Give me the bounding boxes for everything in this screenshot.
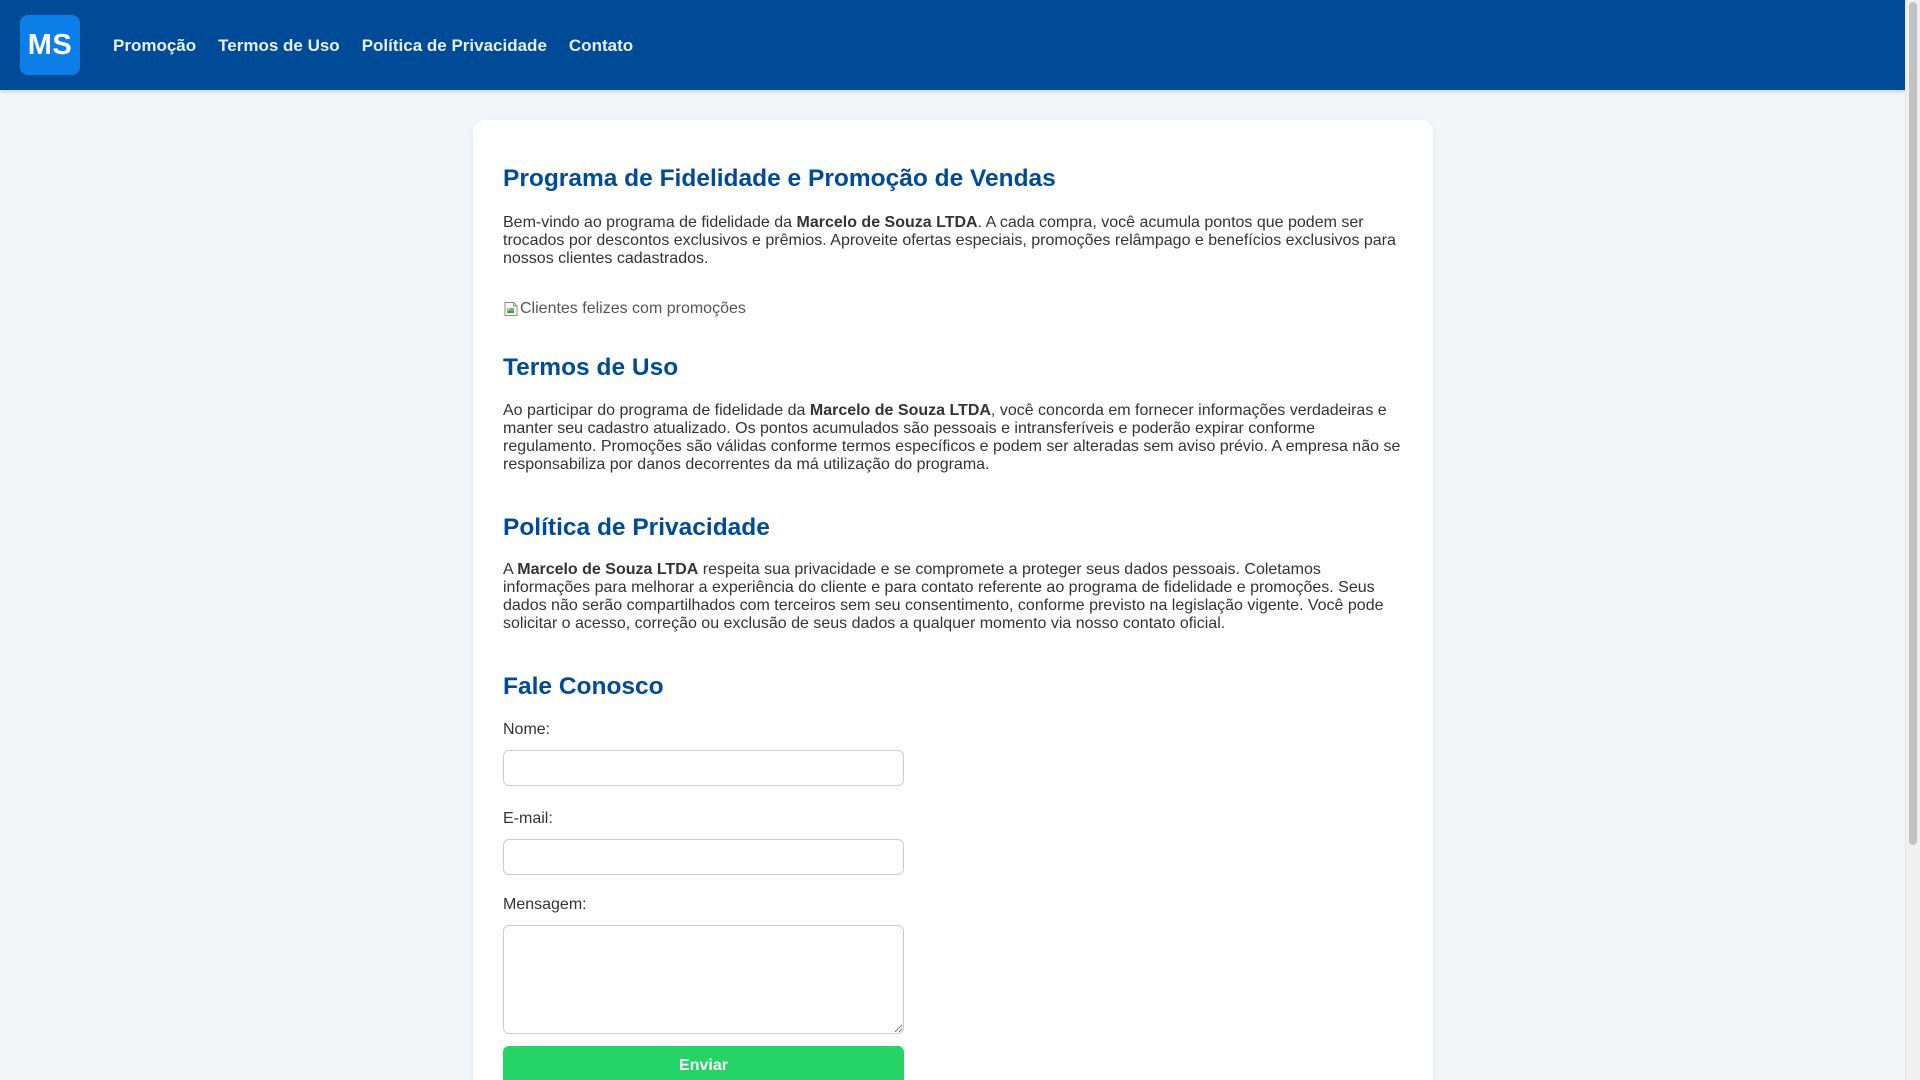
promo-title: Programa de Fidelidade e Promoção de Vendas: [503, 165, 1056, 192]
submit-button[interactable]: Enviar: [503, 1046, 904, 1080]
privacy-text-end: respeita sua privacidade e se compromete a proteger seus dados pessoais. Coletamos informações para melhorar a experiência do cliente e para contato referente ao programa de fidelidade e promoções. Seus dados não serão compartilhados com terceiros sem seu consentimento, conforme previsto na legislação vigente. Você pode solicitar o acesso, correção ou exclusão de seus dados a qualquer momento via nosso contato oficial.: [503, 561, 1384, 633]
promo-image: [503, 299, 1403, 319]
promo-text-end: . A cada compra, você acumula pontos que podem ser trocados por descontos exclusivos e prêmios. Aproveite ofertas especiais, promoções relâmpago e benefícios exclusivos para nossos clientes cadastrados.: [503, 214, 1396, 268]
promo-text: [503, 214, 1403, 268]
broken-image-icon: [503, 301, 519, 317]
terms-text: [503, 402, 1403, 474]
privacy-text-start: A: [503, 561, 518, 579]
vertical-scrollbar[interactable]: [1905, 0, 1920, 1080]
email-input[interactable]: [503, 839, 904, 875]
nav-link-contato[interactable]: Contato: [568, 35, 634, 55]
terms-company-name: Marcelo de Souza LTDA: [809, 401, 991, 419]
contact-title: Fale Conosco: [503, 673, 664, 701]
terms-text-end: , você concorda em fornecer informações verdadeiras e manter seu cadastro atualizado. Os pontos acumulados são pessoais e intransferíveis e poderão expirar conforme regulamento. Promoções são válidas conforme termos específicos e podem ser alteradas sem aviso prévio. A empresa não se responsabiliza por danos decorrentes da má utilização do programa.: [503, 401, 1401, 473]
promo-text-start: Bem-vindo ao programa de fidelidade da: [503, 214, 797, 232]
privacy-company-name: Marcelo de Souza LTDA: [517, 561, 699, 579]
terms-title: Termos de Uso: [503, 354, 679, 382]
promo-section: [503, 164, 1403, 319]
email-label: E-mail:: [503, 809, 553, 827]
logo[interactable]: MS: [20, 15, 80, 75]
scrollbar-thumb[interactable]: [1909, 2, 1917, 845]
privacy-section: [503, 513, 1403, 633]
site-header: [0, 0, 1905, 90]
privacy-title: Política de Privacidade: [503, 513, 770, 541]
nav-link-termos[interactable]: Termos de Uso: [218, 35, 340, 55]
terms-section: [503, 353, 1403, 473]
nav-link-privacidade[interactable]: Política de Privacidade: [361, 35, 547, 55]
message-label: Mensagem:: [503, 895, 587, 913]
privacy-text: [503, 561, 1403, 633]
contact-form: [503, 721, 1403, 1080]
contact-section: [503, 672, 1403, 1080]
promo-image-alt-text: Clientes felizes com promoções: [520, 300, 746, 318]
promo-company-name: Marcelo de Souza LTDA: [796, 214, 978, 232]
content-card: [473, 120, 1433, 1080]
main-nav: [113, 0, 655, 90]
terms-text-start: Ao participar do programa de fidelidade da: [503, 401, 810, 419]
nav-link-promocao[interactable]: Promoção: [113, 35, 197, 55]
message-textarea[interactable]: [503, 925, 904, 1034]
name-label: Nome:: [503, 720, 551, 738]
name-input[interactable]: [503, 750, 904, 786]
